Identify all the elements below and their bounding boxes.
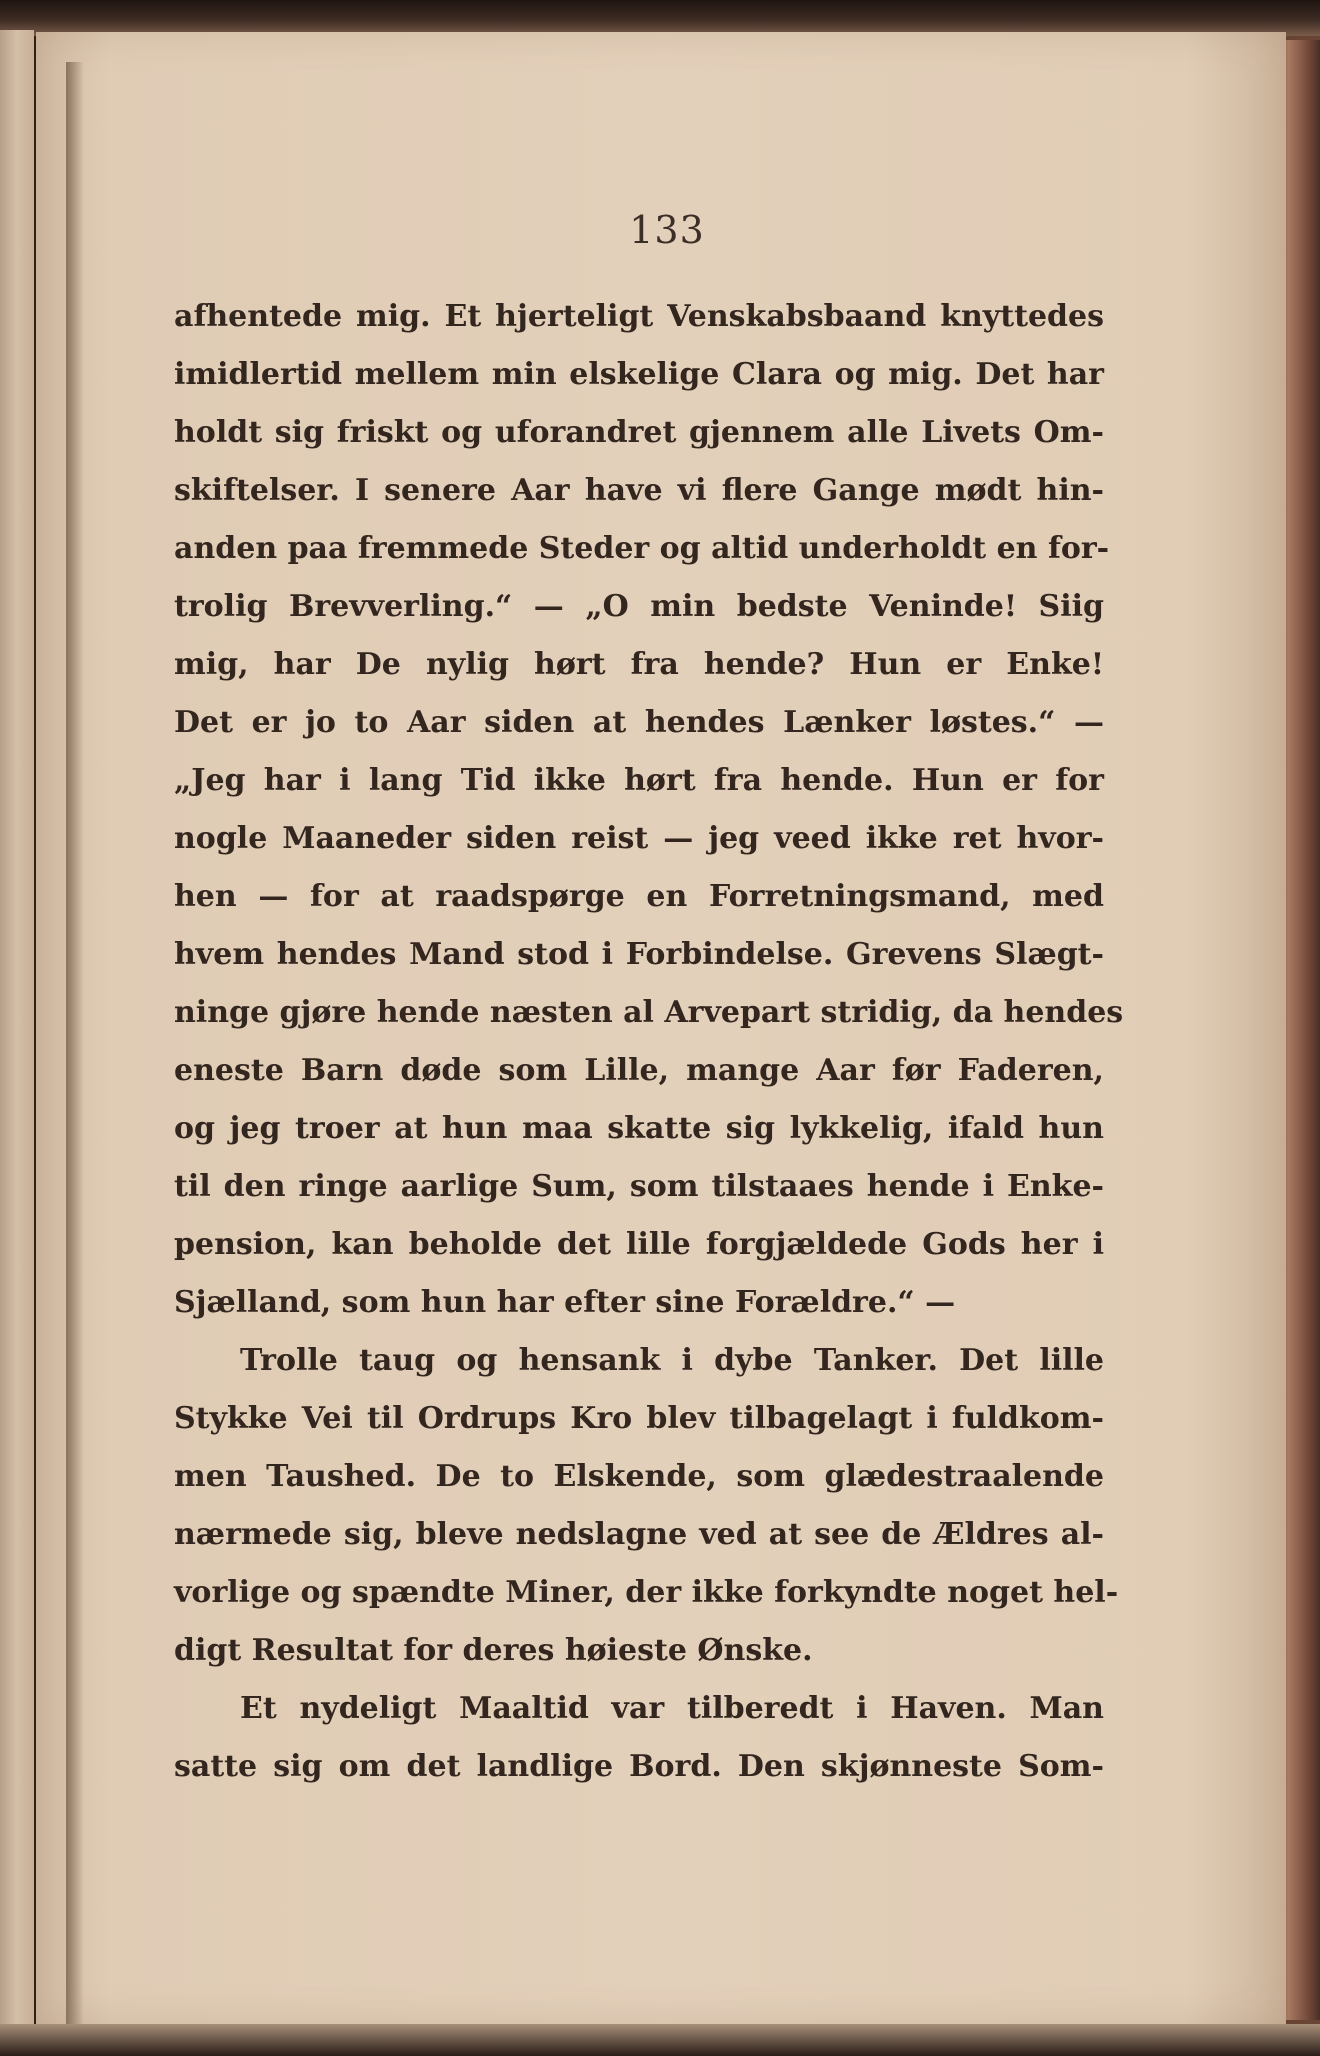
text-line: ninge gjøre hende næsten al Arvepart stridig, da hendes xyxy=(174,995,1124,1030)
text-line: Trolle taug og hensank i dybe Tanker. Det lille xyxy=(240,1343,1104,1378)
spine-shadow xyxy=(66,62,84,2056)
text-line: imidlertid mellem min elskelige Clara og mig. Det har xyxy=(174,357,1104,392)
text-line: skiftelser. I senere Aar have vi flere Gange mødt hin- xyxy=(174,473,1104,508)
left-page-edge xyxy=(0,30,34,2030)
text-line: til den ringe aarlige Sum, som tilstaaes hende i Enke- xyxy=(174,1169,1104,1204)
text-line: nogle Maaneder siden reist — jeg veed ikke ret hvor- xyxy=(174,821,1104,856)
text-line: vorlige og spændte Miner, der ikke forkyndte noget hel- xyxy=(174,1575,1119,1610)
text-line: hen — for at raadspørge en Forretningsmand, med xyxy=(174,879,1104,914)
page-number: 133 xyxy=(629,208,705,252)
text-line: trolig Brevverling.“ — „O min bedste Veninde! Siig xyxy=(174,589,1104,624)
book-top-edge xyxy=(0,0,1320,36)
text-line: pension, kan beholde det lille forgjældede Gods her i xyxy=(174,1227,1104,1262)
book-page xyxy=(36,32,1286,2024)
text-line: afhentede mig. Et hjerteligt Venskabsbaand knyttedes xyxy=(174,299,1104,334)
book-bottom-edge xyxy=(0,2024,1320,2056)
text-line: Sjælland, som hun har efter sine Forældre.“ — xyxy=(174,1285,956,1320)
text-line: og jeg troer at hun maa skatte sig lykkelig, ifald hun xyxy=(174,1111,1104,1146)
text-line: nærmede sig, bleve nedslagne ved at see de Ældres al- xyxy=(174,1517,1104,1552)
text-line: holdt sig friskt og uforandret gjennem alle Livets Om- xyxy=(174,415,1104,450)
text-line: Det er jo to Aar siden at hendes Lænker løstes.“ — xyxy=(174,705,1104,740)
text-line: satte sig om det landlige Bord. Den skjønneste Som- xyxy=(174,1749,1104,1784)
body-text xyxy=(174,288,1124,1796)
text-line: digt Resultat for deres høieste Ønske. xyxy=(174,1633,813,1668)
text-line: anden paa fremmede Steder og altid underholdt en for- xyxy=(174,531,1110,566)
text-line: „Jeg har i lang Tid ikke hørt fra hende. Hun er for xyxy=(174,763,1104,798)
text-line: Stykke Vei til Ordrups Kro blev tilbagelagt i fuldkom- xyxy=(174,1401,1104,1436)
text-line: Et nydeligt Maaltid var tilberedt i Haven. Man xyxy=(240,1691,1104,1726)
text-line: men Taushed. De to Elskende, som glædestraalende xyxy=(174,1459,1104,1494)
text-line: eneste Barn døde som Lille, mange Aar før Faderen, xyxy=(174,1053,1104,1088)
text-line: hvem hendes Mand stod i Forbindelse. Grevens Slægt- xyxy=(174,937,1104,972)
text-line: mig, har De nylig hørt fra hende? Hun er Enke! xyxy=(174,647,1104,682)
